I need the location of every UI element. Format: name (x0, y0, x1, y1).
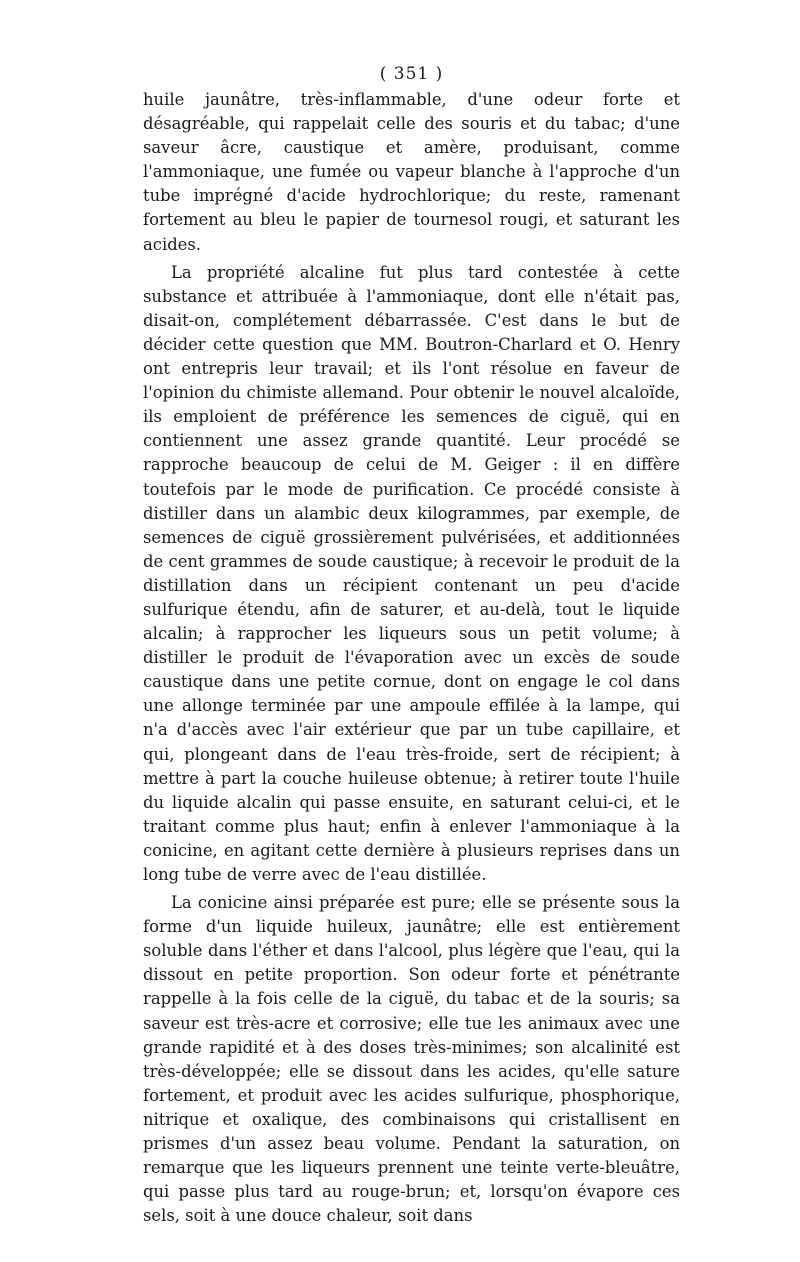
paragraph-preparation: La propriété alcaline fut plus tard contestée à cette substance et attribuée à l'ammoniaque, dont elle n'était pas, disait-on, complétement débarrassée. C'est dans le but de décider cette question que MM. Boutron-Charlard et O. Henry ont entrepris leur travail; et ils l'ont résolue en faveur de l'opinion du chimiste allemand. Pour obtenir le nouvel alcaloïde, ils emploient de préférence les semences de ciguë, qui en contiennent une assez grande quantité. Leur procédé se rapproche beaucoup de celui de M. Geiger : il en diffère toutefois par le mode de purification. Ce procédé consiste à distiller dans un alambic deux kilogrammes, par exemple, de semences de ciguë grossièrement pulvérisées, et additionnées de cent grammes de soude caustique; à recevoir le produit de la distillation dans un récipient contenant un peu d'acide sulfurique étendu, afin de saturer, et au-delà, tout le liquide alcalin; à rapprocher les liqueurs sous un petit volume; à distiller le produit de l'évaporation avec un excès de soude caustique dans une petite cornue, dont on engage le col dans une allonge terminée par une ampoule effilée à la lampe, qui n'a d'accès avec l'air extérieur que par un tube capillaire, et qui, plongeant dans de l'eau très-froide, sert de récipient; à mettre à part la couche huileuse obtenue; à retirer toute l'huile du liquide alcalin qui passe ensuite, en saturant celui-ci, et le traitant comme plus haut; enfin à enlever l'ammoniaque à la conicine, en agitant cette dernière à plusieurs reprises dans un long tube de verre avec de l'eau distillée. (143, 262, 680, 884)
page-number: ( 351 ) (379, 64, 444, 84)
paragraph-properties: La conicine ainsi préparée est pure; elle se présente sous la forme d'un liquide huileux, jaunâtre; elle est entièrement soluble dans l'éther et dans l'alcool, plus légère que l'eau, qui la dissout en petite proportion. Son odeur forte et pénétrante rappelle à la fois celle de la ciguë, du tabac et de la souris; sa saveur est très-acre et corrosive; elle tue les animaux avec une grande rapidité et à des doses très-minimes; son alcalinité est très-développée; elle se dissout dans les acides, qu'elle sature fortement, et produit avec les acides sulfurique, phosphorique, nitrique et oxalique, des combinaisons qui cristallisent en prismes d'un assez beau volume. Pendant la saturation, on remarque que les liqueurs prennent une teinte verte-bleuâtre, qui passe plus tard au rouge-brun; et, lorsqu'on évapore ces sels, soit à une douce chaleur, soit dans (143, 893, 680, 1226)
book-page (143, 62, 680, 1228)
paragraph-continuation: huile jaunâtre, très-inflammable, d'une odeur forte et désagréable, qui rappelait celle des souris et du tabac; d'une saveur âcre, caustique et amère, produisant, comme l'ammoniaque, une fumée ou vapeur blanche à l'approche d'un tube imprégné d'acide hydrochlorique; du reste, ramenant fortement au bleu le papier de tournesol rougi, et saturant les acides. (143, 90, 680, 254)
